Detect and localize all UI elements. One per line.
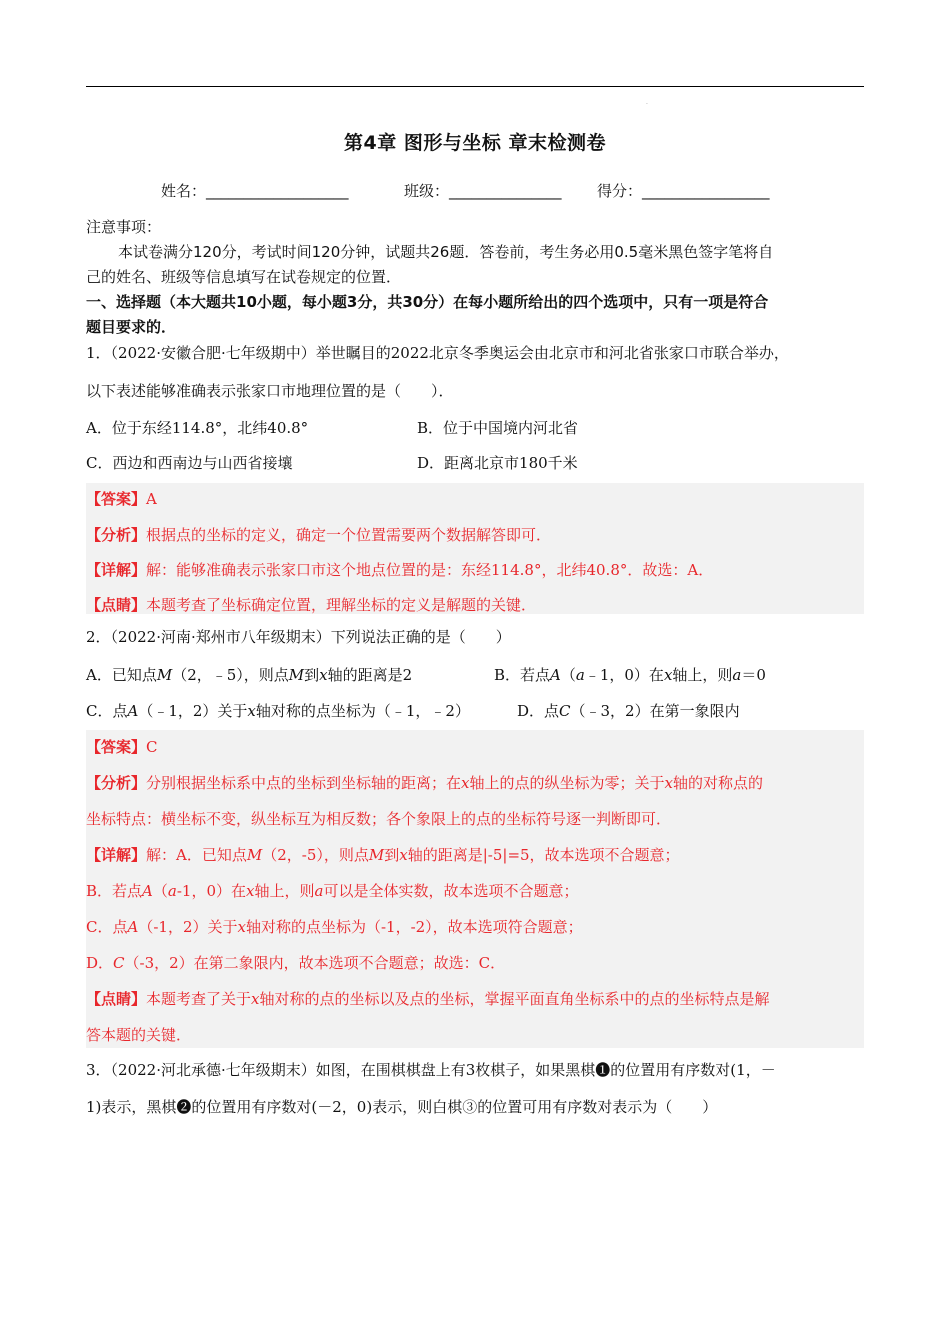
q1-stem-line-1: 1．（2022·安徽合肥·七年级期中）举世瞩目的2022北京冬季奥运会由北京市和河北省张家口市联合举办，	[86, 344, 789, 362]
class-field[interactable]: 班级：_______________	[404, 182, 562, 200]
detail-tag: 【详解】	[86, 846, 147, 864]
q1-stem-line-2: 以下表述能够准确表示张家口市地理位置的是（ ）．	[86, 382, 454, 400]
q3-stem-line-2: 1)表示，黑棋❷的位置用有序数对(－2，0)表示，则白棋③的位置可用有序数对表示为（ ）	[86, 1098, 718, 1116]
answer-value: C	[146, 738, 158, 756]
q1-option-d: D．距离北京市180千米	[417, 454, 578, 472]
q2-option-b: B．若点A（a﹣1，0）在x轴上，则a＝0	[494, 666, 766, 684]
q3-stem-line-1: 3．（2022·河北承德·七年级期末）如图，在围棋棋盘上有3枚棋子，如果黑棋❶的位置用有序数对(1，－	[86, 1061, 776, 1079]
notice-line-2: 己的姓名、班级等信息填写在试卷规定的位置．	[86, 268, 402, 286]
q1-option-b: B．位于中国境内河北省	[417, 419, 579, 437]
q2-detail-line-3: C．点A（-1，2）关于x轴对称的点坐标为（-1，-2），故本选项符合题意；	[86, 918, 583, 936]
q1-analysis	[86, 524, 551, 545]
q2-option-d: D．点C（﹣3，2）在第一象限内	[517, 702, 740, 720]
q2-comment-line-2: 答本题的关键．	[86, 1026, 192, 1044]
comment-text: 本题考查了坐标确定位置，理解坐标的定义是解题的关键．	[146, 596, 537, 614]
score-field[interactable]: 得分：_________________	[597, 182, 770, 200]
section-heading-line-2: 题目要求的．	[86, 318, 177, 336]
header-dot: .	[646, 99, 648, 106]
answer-value: A	[146, 490, 157, 508]
notice-line-1: 本试卷满分120分，考试时间120分钟，试题共26题．答卷前，考生务必用0.5毫米黑色签字笔将自	[118, 243, 774, 261]
q1-option-c: C．西边和西南边与山西省接壤	[86, 454, 293, 472]
q2-option-a: A．已知点M（2，﹣5），则点M到x轴的距离是2	[86, 666, 413, 684]
comment-tag: 【点睛】	[86, 596, 147, 614]
q2-stem: 2．（2022·河南·郑州市八年级期末）下列说法正确的是（ ）	[86, 628, 511, 646]
q1-option-a: A．位于东经114.8°，北纬40.8°	[86, 419, 309, 437]
analysis-tag: 【分析】	[86, 774, 147, 792]
q2-analysis-line-2: 坐标特点：横坐标不变，纵坐标互为相反数；各个象限上的点的坐标符号逐一判断即可．	[86, 810, 672, 828]
q1-detail	[86, 559, 713, 580]
q2-answer	[86, 736, 158, 757]
q2-detail-line-4: D．C（-3，2）在第二象限内，故本选项不合题意；故选：C．	[86, 954, 506, 972]
detail-text: 解：能够准确表示张家口市这个地点位置的是：东经114.8°，北纬40.8°．故选：A．	[146, 561, 714, 579]
q2-analysis-line-1: 【分析】分别根据坐标系中点的坐标到坐标轴的距离；在x轴上的点的纵坐标为零；关于x轴的对称点的	[86, 774, 763, 792]
answer-tag: 【答案】	[86, 738, 147, 756]
header-rule	[86, 86, 864, 87]
notice-heading: 注意事项：	[86, 218, 162, 236]
analysis-tag: 【分析】	[86, 526, 147, 544]
q1-answer-box	[86, 483, 864, 614]
name-field[interactable]: 姓名：___________________	[161, 182, 349, 200]
q2-comment-line-1: 【点睛】本题考查了关于x轴对称的点的坐标以及点的坐标，掌握平面直角坐标系中的点的坐标特点是解	[86, 990, 770, 1008]
answer-tag: 【答案】	[86, 490, 147, 508]
q1-comment	[86, 594, 536, 615]
analysis-text: 根据点的坐标的定义，确定一个位置需要两个数据解答即可．	[146, 526, 552, 544]
detail-tag: 【详解】	[86, 561, 147, 579]
q2-detail-line-2: B．若点A（a-1，0）在x轴上，则a可以是全体实数，故本选项不合题意；	[86, 882, 579, 900]
q2-detail-line-1: 【详解】解：A．已知点M（2，-5），则点M到x轴的距离是|-5|=5，故本选项不合题意；	[86, 846, 680, 864]
q2-answer-box	[86, 730, 864, 1048]
section-heading-line-1: 一、选择题（本大题共10小题，每小题3分，共30分）在每小题所给出的四个选项中，只有一项是符合	[86, 293, 769, 311]
q1-answer	[86, 488, 157, 509]
q2-option-c: C．点A（﹣1，2）关于x轴对称的点坐标为（﹣1，﹣2）	[86, 702, 470, 720]
page-title: 第4章 图形与坐标 章末检测卷	[344, 132, 606, 154]
comment-tag: 【点睛】	[86, 990, 147, 1008]
